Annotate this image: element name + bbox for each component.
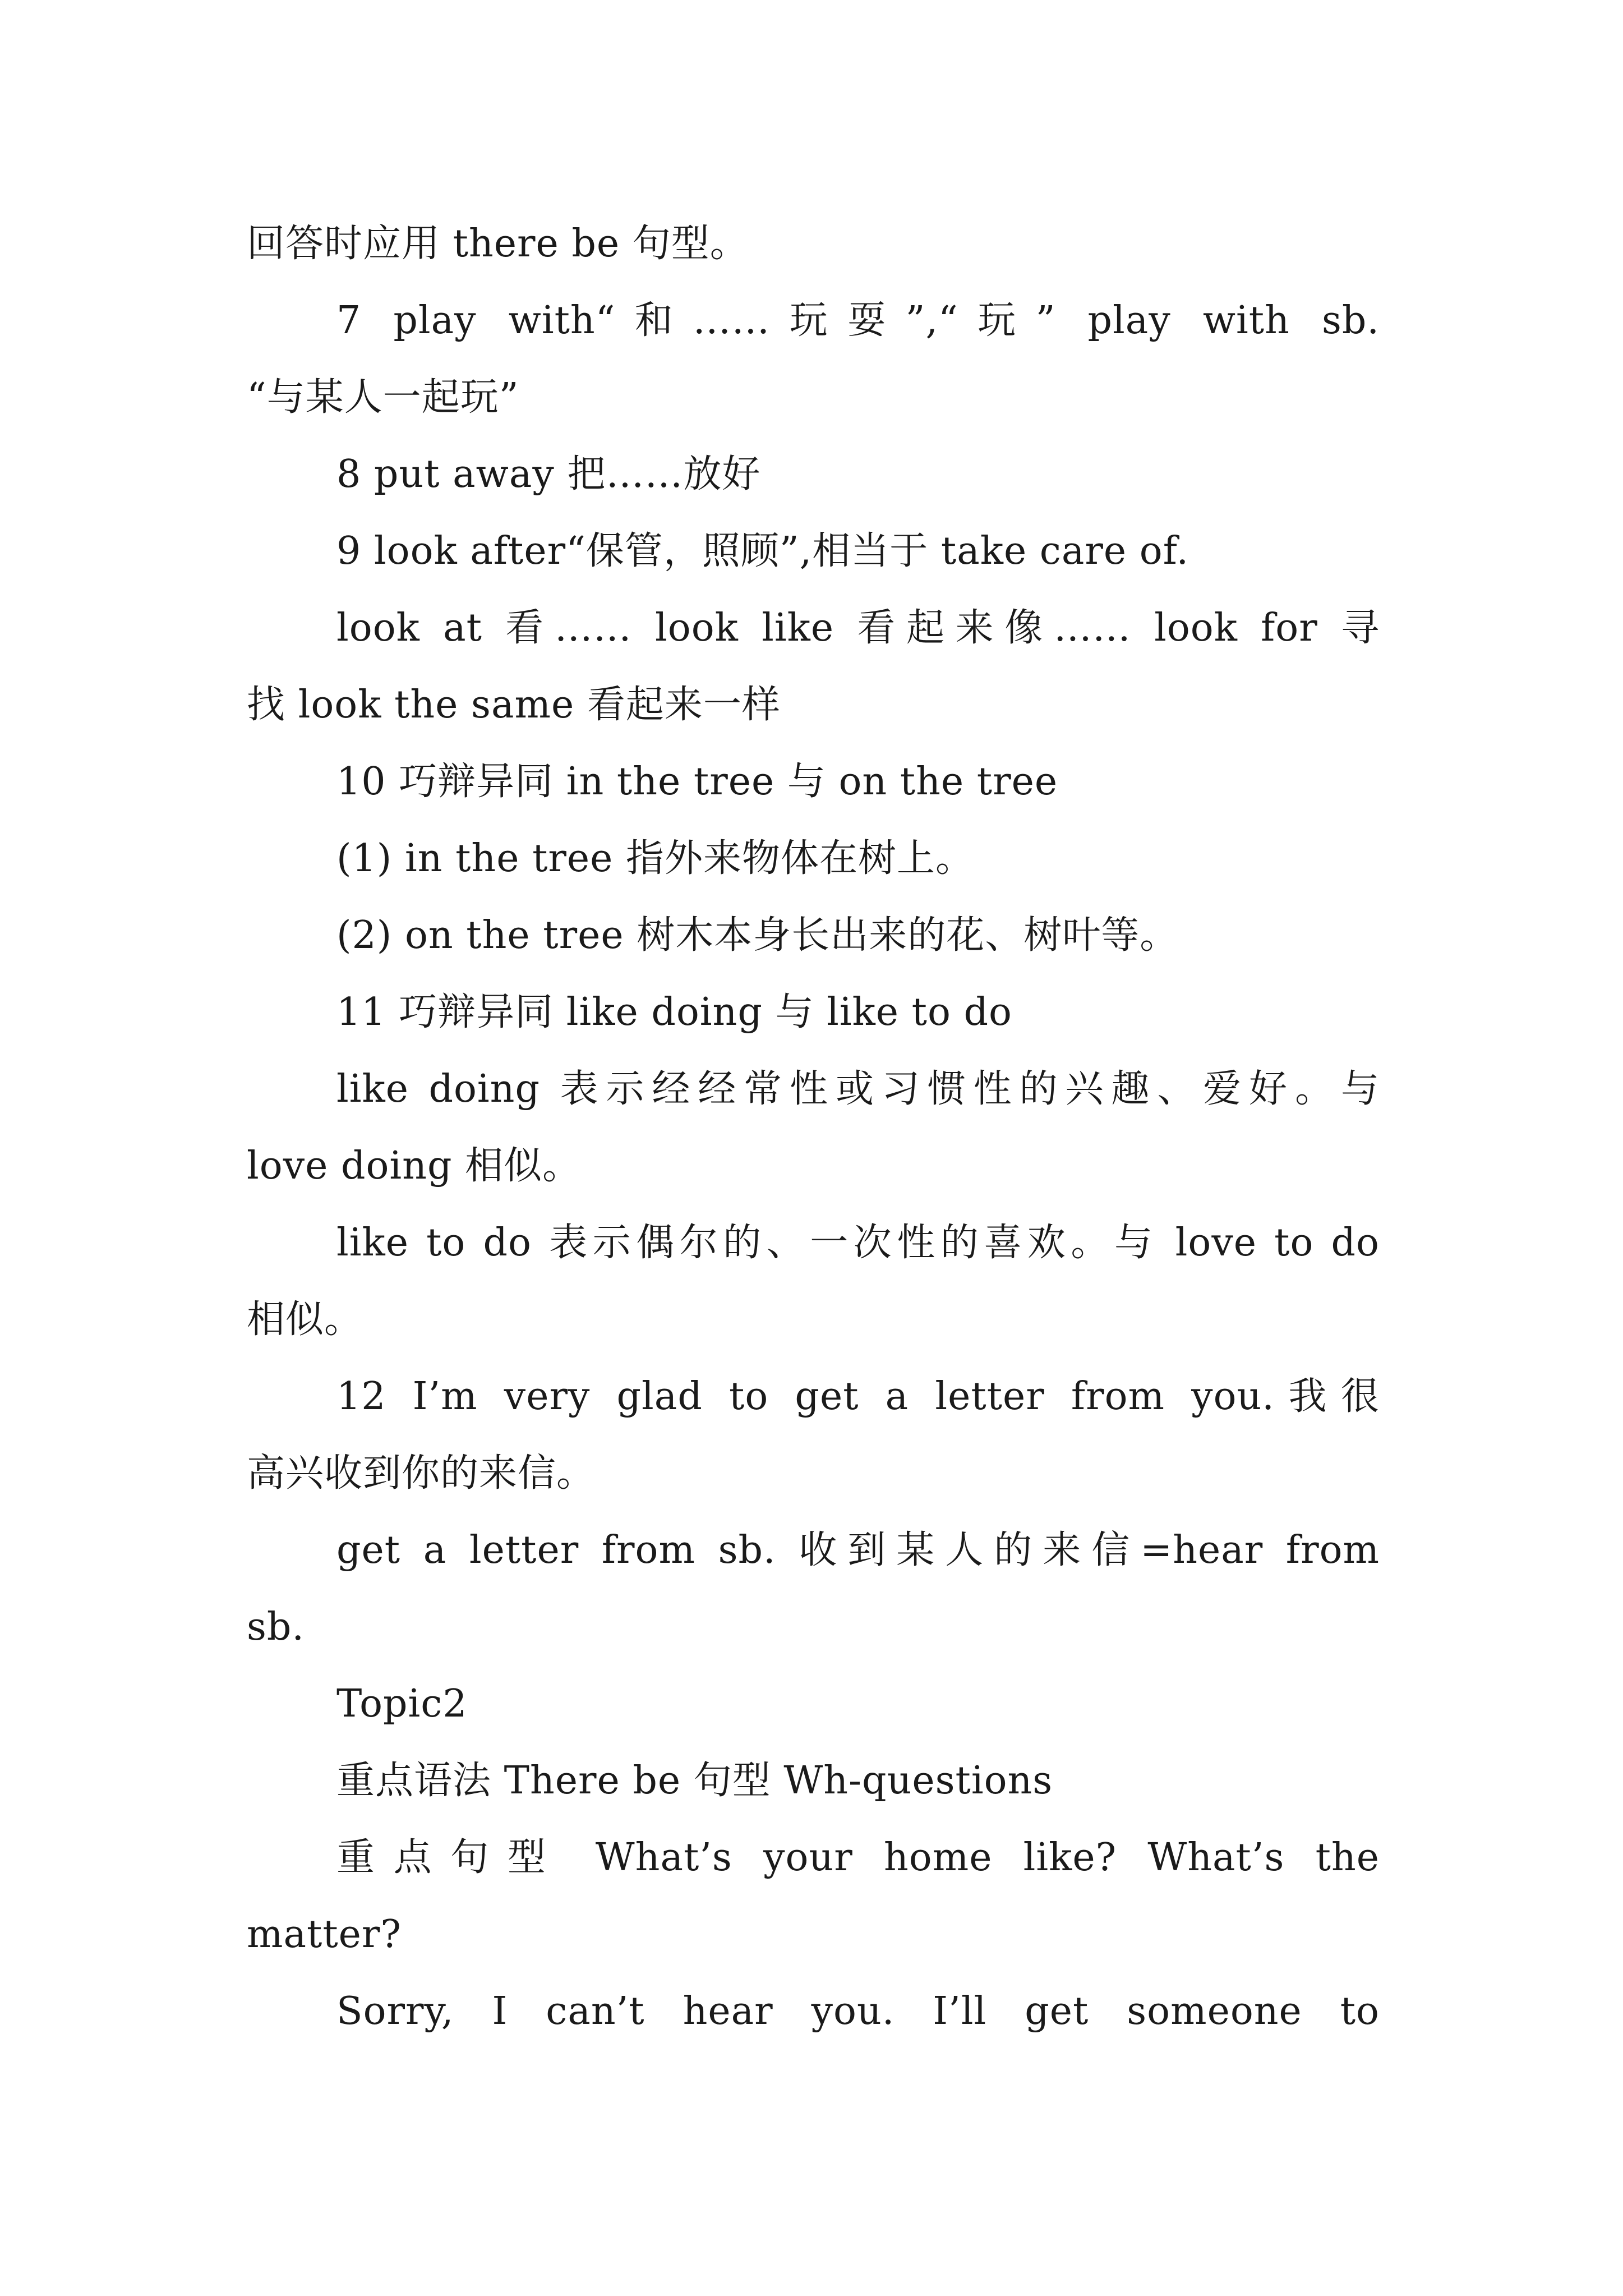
text-line: 7 play with“和……玩耍”,“玩” play with sb. [336,298,1380,343]
text-line: 找 look the same 看起来一样 [247,683,781,727]
text-line: like to do 表示偶尔的、一次性的喜欢。与 love to do [336,1221,1380,1265]
text-line: 12 I’m very glad to get a letter from you.我很 [336,1374,1380,1419]
text-line: get a letter from sb. 收到某人的来信=hear from [336,1528,1380,1572]
text-line: Sorry, I can’t hear you. I’ll get someone to [336,1989,1380,2033]
text-line: 10 巧辩异同 in the tree 与 on the tree [336,760,1058,804]
text-line: 重点句型 What’s your home like? What’s the [336,1835,1380,1880]
text-line: 9 look after“保管，照顾”,相当于 take care of. [336,529,1189,573]
text-line: 相似。 [247,1297,363,1342]
text-line: (1) in the tree 指外来物体在树上。 [336,836,975,881]
text-line: 8 put away 把……放好 [336,452,761,496]
text-line: love doing 相似。 [247,1144,582,1188]
section-heading: Topic2 [336,1682,468,1726]
text-line: “与某人一起玩” [247,375,519,420]
text-line: (2) on the tree 树木本身长出来的花、树叶等。 [336,913,1179,958]
text-line: sb. [247,1605,305,1649]
text-line: matter? [247,1912,402,1957]
text-line: 高兴收到你的来信。 [247,1451,596,1496]
text-line: 重点语法 There be 句型 Wh-questions [336,1759,1053,1803]
text-line: 回答时应用 there be 句型。 [247,222,749,266]
text-line: look at 看…… look like 看起来像…… look for 寻 [336,606,1380,650]
text-line: like doing 表示经经常性或习惯性的兴趣、爱好。与 [336,1067,1380,1111]
text-line: 11 巧辩异同 like doing 与 like to do [336,990,1012,1034]
